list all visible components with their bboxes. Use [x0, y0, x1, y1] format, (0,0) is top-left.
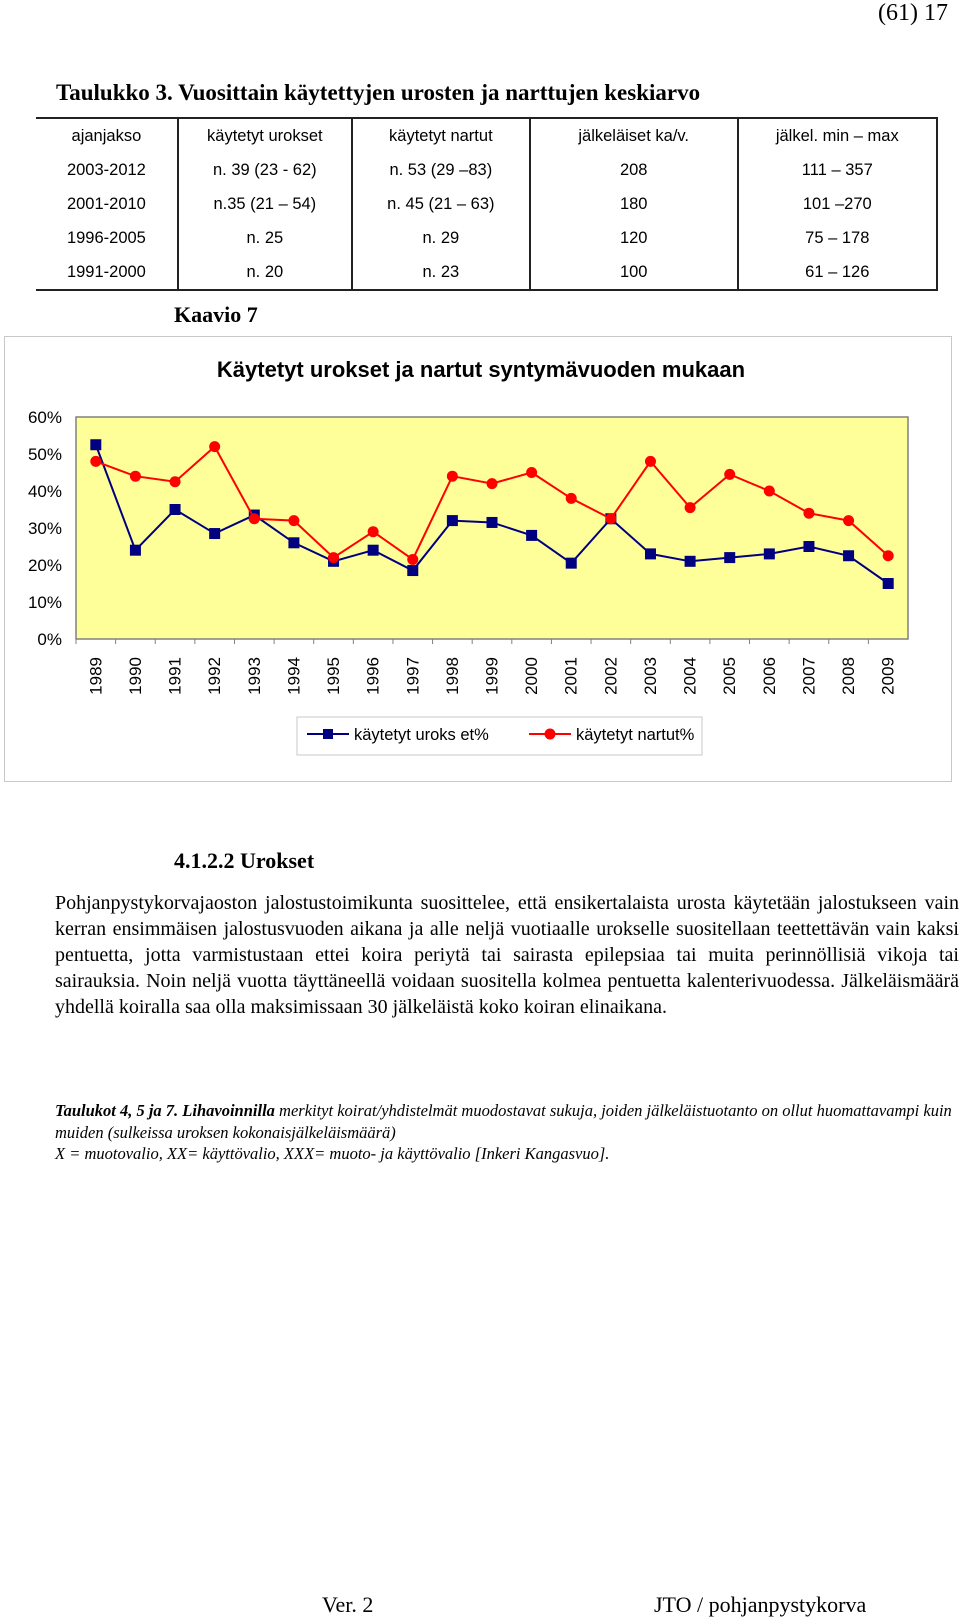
table-cell: n. 39 (23 - 62)	[178, 153, 352, 187]
table-row	[36, 153, 937, 187]
data-point-square	[288, 537, 299, 548]
table-row	[36, 187, 937, 221]
x-tick-label: 2008	[839, 657, 859, 695]
x-tick-label: 1990	[125, 657, 145, 695]
data-point-circle	[170, 476, 181, 487]
table-cell: 111 – 357	[738, 153, 937, 187]
data-point-square	[90, 439, 101, 450]
data-point-circle	[130, 471, 141, 482]
x-tick-label: 2009	[878, 657, 898, 695]
x-tick-label: 2001	[561, 657, 581, 695]
table-cell: 2001-2010	[36, 187, 178, 221]
y-tick-label: 0%	[37, 630, 62, 649]
table-row	[36, 221, 937, 255]
data-point-circle	[883, 550, 894, 561]
table-header-row	[36, 118, 937, 153]
table-header-cell: käytetyt nartut	[352, 118, 530, 153]
data-point-circle	[249, 513, 260, 524]
x-tick-label: 1999	[482, 657, 502, 695]
data-point-circle	[724, 469, 735, 480]
legend-marker-nartut	[545, 729, 556, 740]
x-tick-label: 2002	[601, 657, 621, 695]
x-tick-label: 1998	[442, 657, 462, 695]
x-tick-label: 2007	[799, 657, 819, 695]
data-point-circle	[90, 456, 101, 467]
table-row	[36, 255, 937, 290]
table-cell: n. 29	[352, 221, 530, 255]
summary-table	[36, 117, 938, 291]
data-point-square	[645, 548, 656, 559]
legend-label-urokset: käytetyt uroks et%	[354, 726, 489, 744]
x-tick-label: 2000	[522, 657, 542, 695]
x-tick-label: 1995	[324, 657, 344, 695]
data-point-circle	[407, 554, 418, 565]
x-tick-label: 2005	[720, 657, 740, 695]
table-cell: 120	[530, 221, 738, 255]
page-number: (61) 17	[878, 0, 948, 26]
data-point-square	[764, 548, 775, 559]
data-point-circle	[368, 526, 379, 537]
data-point-circle	[566, 493, 577, 504]
note-bold-ref: Taulukot 4, 5 ja 7.	[55, 1101, 179, 1120]
y-tick-label: 20%	[27, 556, 62, 575]
x-tick-label: 1994	[284, 657, 304, 695]
data-point-square	[526, 530, 537, 541]
x-tick-label: 2003	[640, 657, 660, 695]
data-point-circle	[605, 513, 616, 524]
x-tick-label: 2004	[680, 657, 700, 695]
data-point-circle	[447, 471, 458, 482]
chart-caption: Kaavio 7	[174, 302, 258, 327]
table-cell: n. 53 (29 –83)	[352, 153, 530, 187]
line-chart	[5, 337, 953, 783]
data-point-square	[843, 550, 854, 561]
note-legend-text: X = muotovalio, XX= käyttövalio, XXX= muoto- ja käyttövalio [Inkeri Kangasvuo].	[55, 1144, 610, 1163]
data-point-circle	[803, 508, 814, 519]
data-point-square	[407, 565, 418, 576]
data-point-square	[368, 545, 379, 556]
table-cell: 101 –270	[738, 187, 937, 221]
y-tick-label: 40%	[27, 482, 62, 501]
data-point-square	[724, 552, 735, 563]
table-header-cell: jälkeläiset ka/v.	[530, 118, 738, 153]
data-point-square	[883, 578, 894, 589]
data-point-circle	[843, 515, 854, 526]
data-point-square	[685, 556, 696, 567]
table-cell: 1991-2000	[36, 255, 178, 290]
y-tick-label: 60%	[27, 408, 62, 427]
x-tick-label: 1996	[363, 657, 383, 695]
data-point-circle	[209, 441, 220, 452]
x-tick-label: 1997	[403, 657, 423, 695]
plot-area	[76, 417, 908, 639]
table-cell: n.35 (21 – 54)	[178, 187, 352, 221]
table-cell: 2003-2012	[36, 153, 178, 187]
data-point-square	[803, 541, 814, 552]
table-cell: n. 25	[178, 221, 352, 255]
data-point-circle	[328, 552, 339, 563]
y-tick-label: 50%	[27, 445, 62, 464]
note-text: merkityt koirat/yhdistelmät muodostavat sukuja, joiden jälkeläistuotanto on ollut huomattavampi kuin muiden (sulkeissa uroksen kokonaisjälkeläismäärä)	[55, 1101, 952, 1142]
x-tick-label: 1991	[165, 657, 185, 695]
data-point-square	[209, 528, 220, 539]
chart-title: Käytetyt urokset ja nartut syntymävuoden mukaan	[216, 357, 746, 382]
table-cell: 75 – 178	[738, 221, 937, 255]
table-cell: n. 45 (21 – 63)	[352, 187, 530, 221]
chart-legend	[297, 717, 702, 755]
body-paragraph: Pohjanpystykorvajaoston jalostustoimikunta suosittelee, että ensikertalaista urosta käytetään jalostukseen vain kerran ensimmäisen jalostusvuoden aikana ja alle neljä vuotiaalle urokselle suositellaan teettettävän vain kaksi pentuetta, jotta varmistustaan ettei koira periytä tai sairasta epilepsiaa tai muita perinnöllisiä vikoja tai sairauksia. Noin neljä vuotta täyttäneellä voidaan suositella kolmea pentuetta kalenterivuodessa. Jälkeläismäärä yhdellä koiralla saa olla maksimissaan 30 jälkeläistä koko koiran elinaikana.	[55, 892, 959, 1018]
data-point-circle	[487, 478, 498, 489]
data-point-circle	[526, 467, 537, 478]
data-point-circle	[685, 502, 696, 513]
data-point-square	[170, 504, 181, 515]
x-tick-label: 1993	[244, 657, 264, 695]
chart-frame	[4, 336, 952, 782]
data-point-circle	[764, 486, 775, 497]
note-bold-keyword: Lihavoinnilla	[182, 1101, 275, 1120]
y-tick-label: 30%	[27, 519, 62, 538]
table-cell: n. 23	[352, 255, 530, 290]
section-heading: 4.1.2.2 Urokset	[174, 848, 315, 873]
table-header-cell: jälkel. min – max	[738, 118, 937, 153]
table-cell: n. 20	[178, 255, 352, 290]
data-point-square	[447, 515, 458, 526]
data-point-square	[130, 545, 141, 556]
x-tick-label: 1992	[205, 657, 225, 695]
legend-marker-urokset	[323, 729, 333, 739]
table-cell: 100	[530, 255, 738, 290]
data-point-square	[487, 517, 498, 528]
data-point-circle	[645, 456, 656, 467]
footer-org: JTO / pohjanpystykorva	[654, 1592, 867, 1617]
table-title: Taulukko 3. Vuosittain käytettyjen urosten ja narttujen keskiarvo	[56, 80, 701, 105]
table-header-cell: käytetyt urokset	[178, 118, 352, 153]
table-cell: 1996-2005	[36, 221, 178, 255]
data-point-square	[566, 558, 577, 569]
x-tick-label: 1989	[86, 657, 106, 695]
table-header-cell: ajanjakso	[36, 118, 178, 153]
y-tick-label: 10%	[27, 593, 62, 612]
x-tick-label: 2006	[759, 657, 779, 695]
table-cell: 180	[530, 187, 738, 221]
data-point-circle	[288, 515, 299, 526]
legend-label-nartut: käytetyt nartut%	[576, 726, 695, 744]
table-cell: 208	[530, 153, 738, 187]
table-note	[55, 1100, 959, 1165]
footer-version: Ver. 2	[322, 1592, 374, 1617]
table-cell: 61 – 126	[738, 255, 937, 290]
